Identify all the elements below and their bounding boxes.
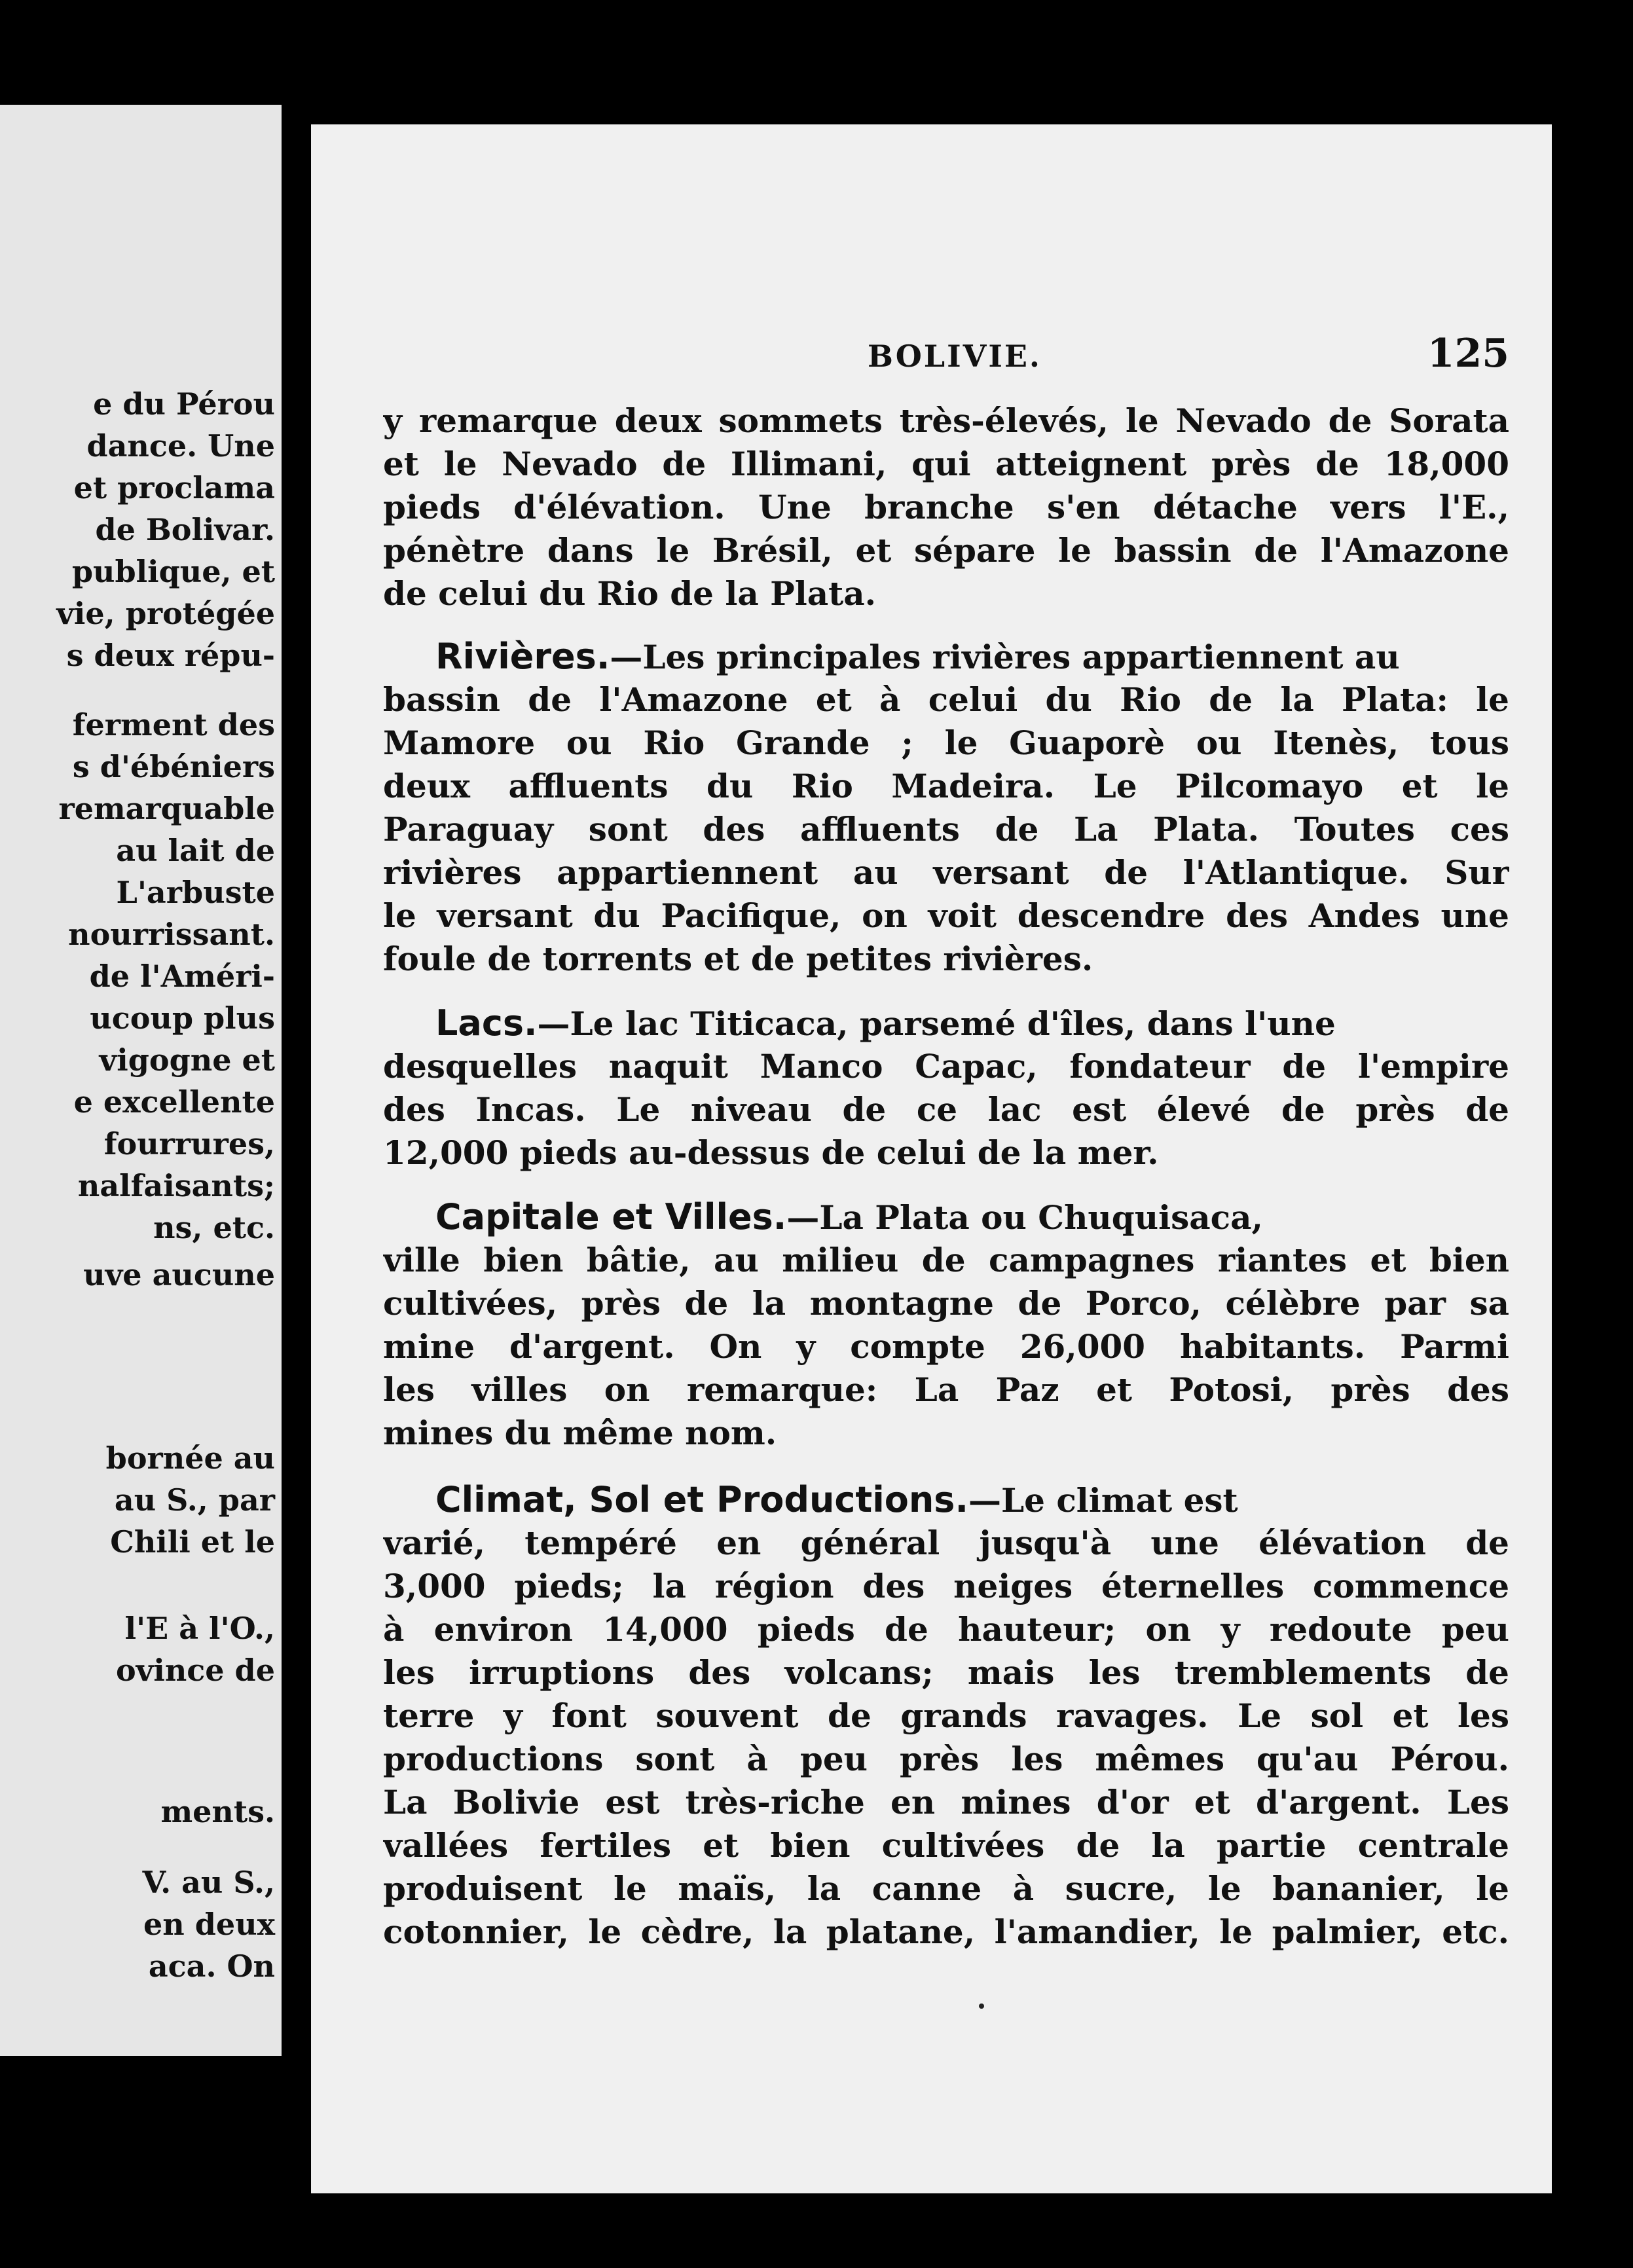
left-page-line: fourrures,: [103, 1126, 275, 1161]
text-line: terre y font souvent de grands ravages. Le sol et les: [383, 1696, 1509, 1735]
section-heading-rivieres: Rivières.: [435, 636, 610, 677]
left-page-line: vigogne et: [99, 1042, 275, 1078]
left-page-line: nourrissant.: [68, 917, 275, 952]
text-line: deux affluents du Rio Madeira. Le Pilcomayo et le: [383, 767, 1509, 805]
book-spine-gutter: [282, 0, 311, 2268]
text-line: Paraguay sont des affluents de La Plata. Toutes ces: [383, 810, 1509, 849]
text-line: à environ 14,000 pieds de hauteur; on y redoute peu: [383, 1610, 1509, 1649]
text-line: pénètre dans le Brésil, et sépare le bassin de l'Amazone: [383, 531, 1509, 570]
paragraph-first-line: [435, 635, 1509, 678]
text-line: y remarque deux sommets très-élevés, le Nevado de Sorata: [383, 401, 1509, 440]
text-line: produisent le maïs, la canne à sucre, le bananier, le: [383, 1869, 1509, 1908]
left-page-line: L'arbuste: [116, 875, 275, 910]
left-page-line: e du Pérou: [93, 386, 275, 422]
left-page-line: ns, etc.: [153, 1210, 275, 1245]
left-page-line: bornée au: [105, 1440, 275, 1476]
text-line: ville bien bâtie, au milieu de campagnes riantes et bien: [383, 1241, 1509, 1279]
text-run: —Le climat est: [968, 1481, 1238, 1520]
left-page-line: au S., par: [114, 1482, 275, 1518]
paragraph-first-line: [435, 1002, 1509, 1045]
book-page: [311, 124, 1552, 2193]
text-line: et le Nevado de Illimani, qui atteignent près de 18,000: [383, 445, 1509, 483]
text-line: le versant du Pacifique, on voit descendre des Andes une: [383, 896, 1509, 935]
text-line: 12,000 pieds au-dessus de celui de la mer.: [383, 1133, 1159, 1172]
page-number: 125: [1427, 331, 1509, 376]
left-page-line: nalfaisants;: [77, 1168, 275, 1203]
left-page-line: aca. On: [148, 1948, 275, 1984]
text-line: productions sont à peu près les mêmes qu'au Pérou.: [383, 1740, 1509, 1778]
left-page-line: au lait de: [116, 833, 275, 868]
left-page-line: remarquable: [58, 791, 275, 826]
text-run: —Le lac Titicaca, parsemé d'îles, dans l'une: [537, 1004, 1336, 1043]
text-line: 3,000 pieds; la région des neiges éternelles commence: [383, 1567, 1509, 1605]
left-page-line: et proclama: [73, 470, 275, 505]
print-speck: [979, 2003, 984, 2009]
left-page-line: publique, et: [71, 554, 275, 589]
paragraph-first-line: [435, 1196, 1509, 1239]
left-page-line: uve aucune: [83, 1257, 275, 1292]
text-line: desquelles naquit Manco Capac, fondateur de l'empire: [383, 1047, 1509, 1086]
text-line: les villes on remarque: La Paz et Potosi, près des: [383, 1370, 1509, 1409]
text-line: rivières appartiennent au versant de l'Atlantique. Sur: [383, 853, 1509, 892]
text-line: La Bolivie est très-riche en mines d'or et d'argent. Les: [383, 1783, 1509, 1821]
left-page-line: ferment des: [72, 707, 275, 742]
text-line: cultivées, près de la montagne de Porco, célèbre par sa: [383, 1284, 1509, 1323]
left-page-line: vie, protégée: [56, 596, 275, 631]
left-page-line: s deux répu-: [66, 638, 275, 673]
page-header: [383, 331, 1509, 383]
left-page-line: s d'ébéniers: [72, 749, 275, 784]
text-line: mines du même nom.: [383, 1414, 777, 1452]
text-line: les irruptions des volcans; mais les tremblements de: [383, 1653, 1509, 1692]
left-page-line: dance. Une: [86, 428, 275, 464]
text-line: cotonnier, le cèdre, la platane, l'amandier, le palmier, etc.: [383, 1912, 1509, 1951]
text-line: pieds d'élévation. Une branche s'en détache vers l'E.,: [383, 488, 1509, 526]
left-page-line: de Bolivar.: [95, 512, 275, 547]
left-page-line: l'E à l'O.,: [124, 1611, 275, 1646]
text-run: —La Plata ou Chuquisaca,: [786, 1198, 1263, 1237]
left-facing-page: [0, 105, 282, 2056]
left-page-line: ucoup plus: [90, 1000, 275, 1036]
text-line: vallées fertiles et bien cultivées de la partie centrale: [383, 1826, 1509, 1865]
section-heading-capitale: Capitale et Villes.: [435, 1196, 787, 1237]
left-page-line: de l'Améri-: [89, 959, 275, 994]
text-run: —Les principales rivières appartiennent au: [610, 638, 1400, 676]
paragraph-first-line: [435, 1478, 1509, 1522]
running-title: BOLIVIE.: [868, 338, 1042, 374]
section-heading-lacs: Lacs.: [435, 1002, 538, 1044]
text-line: des Incas. Le niveau de ce lac est élevé de près de: [383, 1090, 1509, 1129]
left-page-line: Chili et le: [110, 1524, 275, 1560]
text-line: de celui du Rio de la Plata.: [383, 574, 877, 613]
section-heading-climat: Climat, Sol et Productions.: [435, 1479, 968, 1520]
text-line: varié, tempéré en général jusqu'à une élévation de: [383, 1524, 1509, 1562]
left-page-line: ovince de: [115, 1653, 275, 1688]
scan-border: [1552, 0, 1633, 2268]
text-line: bassin de l'Amazone et à celui du Rio de la Plata: le: [383, 680, 1509, 719]
left-page-line: V. au S.,: [142, 1865, 275, 1900]
left-page-line: e excellente: [73, 1084, 275, 1120]
text-line: Mamore ou Rio Grande ; le Guaporè ou Itenès, tous: [383, 723, 1509, 762]
left-page-line: ments.: [160, 1794, 275, 1829]
text-line: mine d'argent. On y compte 26,000 habitants. Parmi: [383, 1327, 1509, 1366]
text-line: foule de torrents et de petites rivières.: [383, 940, 1093, 978]
left-page-line: en deux: [143, 1907, 275, 1942]
